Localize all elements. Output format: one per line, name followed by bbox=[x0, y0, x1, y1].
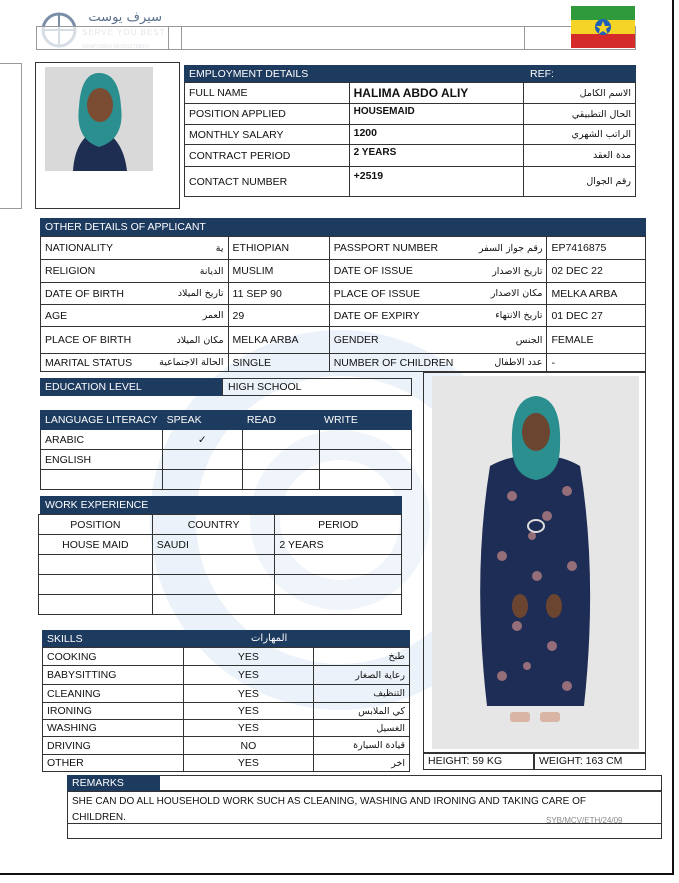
detail-label: PLACE OF BIRTH bbox=[41, 327, 137, 354]
weight-value: WEIGHT: 163 CM bbox=[534, 753, 646, 770]
employment-header: EMPLOYMENT DETAILS bbox=[184, 65, 525, 82]
detail-label: GENDER bbox=[329, 327, 457, 354]
skill-value: NO bbox=[183, 737, 313, 755]
work-row bbox=[39, 555, 402, 575]
column-header: SPEAK bbox=[162, 411, 242, 430]
full-body-photo-frame bbox=[423, 372, 646, 753]
skill-name-arabic: التنظيف bbox=[314, 685, 410, 703]
field-label-arabic: الحال التطبيقي bbox=[524, 104, 636, 125]
field-label-arabic: مدة العقد bbox=[524, 145, 636, 167]
skill-name: COOKING bbox=[43, 648, 184, 666]
field-label: POSITION APPLIED bbox=[185, 104, 350, 125]
detail-label: MARITAL STATUS bbox=[41, 354, 137, 372]
skill-name: OTHER bbox=[43, 755, 184, 772]
detail-row bbox=[41, 327, 646, 354]
speak-check bbox=[162, 450, 242, 470]
field-label: FULL NAME bbox=[185, 83, 350, 104]
height-value: HEIGHT: 59 KG bbox=[423, 753, 534, 770]
skill-name-arabic: كي الملابس bbox=[314, 703, 410, 720]
field-label-arabic: الراتب الشهري bbox=[524, 125, 636, 145]
skills-header: SKILLS bbox=[42, 630, 246, 647]
field-label: CONTRACT PERIOD bbox=[185, 145, 350, 167]
speak-check: ✓ bbox=[162, 430, 242, 450]
remarks-text: SHE CAN DO ALL HOUSEHOLD WORK SUCH AS CLEANING, WASHING AND IRONING AND TAKING CARE OF CHILDREN. bbox=[72, 796, 586, 823]
gender-value: FEMALE bbox=[547, 327, 646, 354]
language-row bbox=[41, 450, 412, 470]
birthplace-value: MELKA ARBA bbox=[228, 327, 329, 354]
column-header: LANGUAGE LITERACY bbox=[41, 411, 163, 430]
skill-value: YES bbox=[183, 666, 313, 685]
language-row bbox=[41, 470, 412, 490]
issue-place-value: MELKA ARBA bbox=[547, 283, 646, 305]
skill-value: YES bbox=[183, 703, 313, 720]
work-country bbox=[152, 555, 275, 575]
skill-row bbox=[43, 685, 410, 703]
detail-label: RELIGION bbox=[41, 260, 137, 283]
skill-row bbox=[43, 703, 410, 720]
detail-label-arabic: مكان الاصدار bbox=[457, 283, 547, 305]
language-name: ENGLISH bbox=[41, 450, 163, 470]
language-name: ARABIC bbox=[41, 430, 163, 450]
language-table bbox=[40, 410, 412, 490]
skill-name: IRONING bbox=[43, 703, 184, 720]
detail-label-arabic: مكان الميلاد bbox=[136, 327, 228, 354]
detail-label-arabic: ية bbox=[136, 237, 228, 260]
work-row bbox=[39, 575, 402, 595]
skill-name-arabic: اخر bbox=[314, 755, 410, 772]
language-row bbox=[41, 430, 412, 450]
detail-label: NATIONALITY bbox=[41, 237, 137, 260]
field-label-arabic: رقم الجوال bbox=[524, 167, 636, 197]
employment-row bbox=[185, 83, 636, 104]
contract-value: 2 YEARS bbox=[349, 145, 524, 167]
read-check bbox=[242, 450, 319, 470]
marital-value: SINGLE bbox=[228, 354, 329, 372]
expiry-value: 01 DEC 27 bbox=[547, 305, 646, 327]
detail-label: PASSPORT NUMBER bbox=[329, 237, 457, 260]
skill-name-arabic: طبخ bbox=[314, 648, 410, 666]
religion-value: MUSLIM bbox=[228, 260, 329, 283]
detail-label-arabic: رقم جواز السفر bbox=[457, 237, 547, 260]
speak-check bbox=[162, 470, 242, 490]
work-period bbox=[275, 575, 402, 595]
remarks-header-right bbox=[160, 775, 662, 791]
education-value: HIGH SCHOOL bbox=[222, 378, 412, 396]
skill-name-arabic: قيادة السيارة bbox=[314, 737, 410, 755]
detail-label: PLACE OF ISSUE bbox=[329, 283, 457, 305]
passport-value: EP7416875 bbox=[547, 237, 646, 260]
portrait-photo bbox=[45, 67, 153, 171]
skill-row bbox=[43, 648, 410, 666]
work-position bbox=[39, 595, 153, 615]
work-row bbox=[39, 535, 402, 555]
detail-row bbox=[41, 354, 646, 372]
work-period bbox=[275, 595, 402, 615]
education-label: EDUCATION LEVEL bbox=[40, 378, 222, 396]
read-check bbox=[242, 470, 319, 490]
work-period bbox=[275, 555, 402, 575]
detail-label-arabic: تاريخ الميلاد bbox=[136, 283, 228, 305]
work-experience-header-right bbox=[222, 496, 402, 514]
skills-header-arabic: المهارات bbox=[246, 630, 410, 647]
company-arabic-name: سيرف يوست bbox=[88, 10, 162, 25]
full-name-value: HALIMA ABDO ALIY bbox=[349, 83, 524, 104]
detail-label: DATE OF ISSUE bbox=[329, 260, 457, 283]
detail-row bbox=[41, 305, 646, 327]
detail-label-arabic: الجنس bbox=[457, 327, 547, 354]
skill-value: YES bbox=[183, 648, 313, 666]
language-header-row bbox=[41, 411, 412, 430]
skill-name: BABYSITTING bbox=[43, 666, 184, 685]
other-details-table bbox=[40, 236, 646, 372]
work-experience-header: WORK EXPERIENCE bbox=[40, 496, 222, 514]
employment-row bbox=[185, 125, 636, 145]
skill-value: YES bbox=[183, 755, 313, 772]
skill-row bbox=[43, 755, 410, 772]
children-value: - bbox=[547, 354, 646, 372]
work-row bbox=[39, 595, 402, 615]
work-position bbox=[39, 575, 153, 595]
work-experience-table bbox=[38, 514, 402, 615]
work-country: SAUDI bbox=[152, 535, 275, 555]
work-position bbox=[39, 555, 153, 575]
employment-table bbox=[184, 82, 636, 197]
column-header: COUNTRY bbox=[152, 515, 275, 535]
portrait-frame bbox=[35, 62, 180, 209]
detail-label-arabic: الديانة bbox=[136, 260, 228, 283]
write-check bbox=[320, 470, 412, 490]
skill-name-arabic: رعاية الصغار bbox=[314, 666, 410, 685]
detail-label: AGE bbox=[41, 305, 137, 327]
column-header: READ bbox=[242, 411, 319, 430]
age-value: 29 bbox=[228, 305, 329, 327]
work-position: HOUSE MAID bbox=[39, 535, 153, 555]
work-country bbox=[152, 595, 275, 615]
skill-row bbox=[43, 666, 410, 685]
nationality-value: ETHIOPIAN bbox=[228, 237, 329, 260]
page-border bbox=[0, 873, 674, 875]
detail-row bbox=[41, 283, 646, 305]
detail-row bbox=[41, 260, 646, 283]
skill-name: DRIVING bbox=[43, 737, 184, 755]
issue-date-value: 02 DEC 22 bbox=[547, 260, 646, 283]
read-check bbox=[242, 430, 319, 450]
language-name bbox=[41, 470, 163, 490]
skill-name: WASHING bbox=[43, 720, 184, 737]
skill-value: YES bbox=[183, 720, 313, 737]
detail-label-arabic: عدد الاطفال bbox=[457, 354, 547, 372]
skill-row bbox=[43, 720, 410, 737]
full-body-photo bbox=[432, 376, 639, 749]
work-country bbox=[152, 575, 275, 595]
employment-row bbox=[185, 167, 636, 197]
skill-name-arabic: الغسيل bbox=[314, 720, 410, 737]
remarks-header: REMARKS bbox=[67, 775, 160, 791]
header-divider bbox=[168, 26, 182, 50]
detail-label-arabic: الحالة الاجتماعية bbox=[136, 354, 228, 372]
reference-code: SYB/MCV/ETH/24/09 bbox=[546, 816, 623, 825]
dob-value: 11 SEP 90 bbox=[228, 283, 329, 305]
work-period: 2 YEARS bbox=[275, 535, 402, 555]
detail-label-arabic: تاريخ الاصدار bbox=[457, 260, 547, 283]
ethiopia-flag-icon bbox=[571, 6, 635, 48]
remarks-box bbox=[67, 791, 662, 839]
detail-label: DATE OF BIRTH bbox=[41, 283, 137, 305]
position-value: HOUSEMAID bbox=[349, 104, 524, 125]
skill-name: CLEANING bbox=[43, 685, 184, 703]
write-check bbox=[320, 430, 412, 450]
header-divider bbox=[524, 26, 525, 50]
detail-row bbox=[41, 237, 646, 260]
ref-label: REF: bbox=[525, 65, 636, 82]
employment-row bbox=[185, 145, 636, 167]
column-header: WRITE bbox=[320, 411, 412, 430]
header-frame bbox=[36, 26, 636, 50]
column-header: PERIOD bbox=[275, 515, 402, 535]
column-header: POSITION bbox=[39, 515, 153, 535]
write-check bbox=[320, 450, 412, 470]
salary-value: 1200 bbox=[349, 125, 524, 145]
other-details-header: OTHER DETAILS OF APPLICANT bbox=[40, 218, 341, 236]
detail-label: NUMBER OF CHILDREN bbox=[329, 354, 457, 372]
detail-label: DATE OF EXPIRY bbox=[329, 305, 457, 327]
other-details-header-right bbox=[341, 218, 646, 236]
work-header-row bbox=[39, 515, 402, 535]
field-label: MONTHLY SALARY bbox=[185, 125, 350, 145]
contact-value: +2519 bbox=[349, 167, 524, 197]
page-border bbox=[672, 0, 674, 875]
detail-label-arabic: تاريخ الانتهاء bbox=[457, 305, 547, 327]
margin-box bbox=[0, 63, 22, 209]
field-label-arabic: الاسم الكامل bbox=[524, 83, 636, 104]
field-label: CONTACT NUMBER bbox=[185, 167, 350, 197]
detail-label-arabic: العمر bbox=[136, 305, 228, 327]
skill-value: YES bbox=[183, 685, 313, 703]
skill-row bbox=[43, 737, 410, 755]
skills-table bbox=[42, 647, 410, 772]
employment-row bbox=[185, 104, 636, 125]
